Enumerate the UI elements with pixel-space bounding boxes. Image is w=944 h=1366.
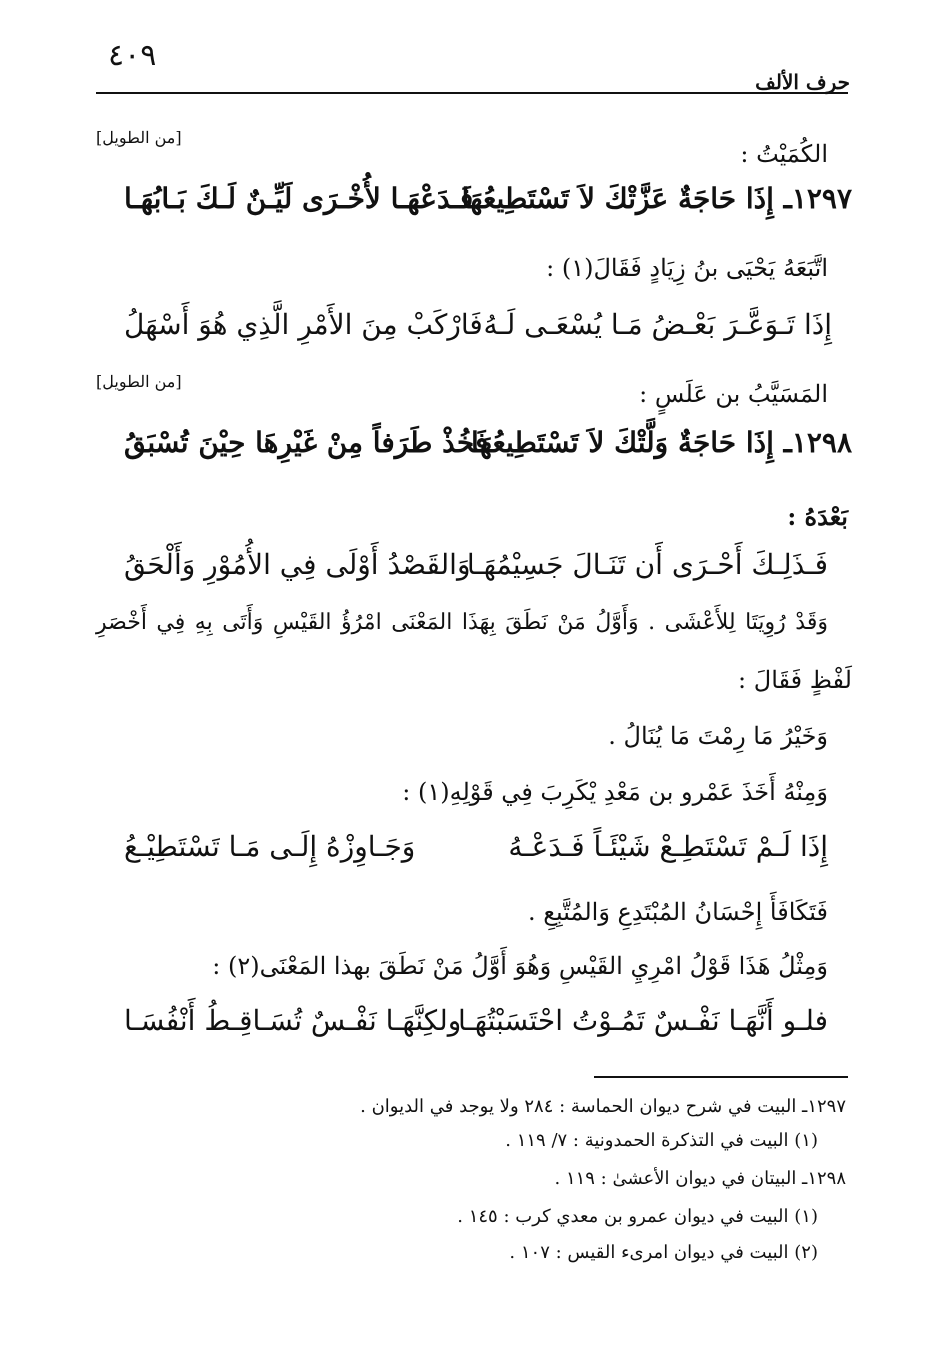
yahya-verse-first-hemistich: إِذَا تَـوَعَّـرَ بَعْـضُ مَـا يُسْعَـى لَـهُ xyxy=(483,308,832,341)
prose-line: وَخَيْرُ مَا رِمْتَ مَا يُنَالُ . xyxy=(608,722,828,750)
amr-intro: وَمِنْهُ أَخَذَ عَمْرو بن مَعْدِ يْكَرِبَ فِي قَوْلِهِ(١) : xyxy=(402,778,828,806)
baadahu-verse-first-hemistich: فَـذَلِـكَ أَحْـرَى أَن تَنَـالَ جَسِيْمُهَـا xyxy=(466,548,828,581)
verse-1298-first-hemistich: ١٢٩٨ـ إِذَا حَاجَةٌ وَلَّتْكَ لاَ تَسْتَطِيعُهَا xyxy=(471,426,852,459)
verse-1297-first-hemistich: ١٢٩٧ـ إِذَا حَاجَةٌ عَزَّتْكَ لاَ تَسْتَطِيعُهَا xyxy=(461,182,852,215)
meter-label: [من الطويل] xyxy=(96,128,182,147)
baadahu-verse-second-hemistich: وَالقَصْدُ أَوْلَى فِي الأُمُوْرِ وَأَلْحَقُ xyxy=(124,548,471,581)
footnote: (١) البيت في ديوان عمرو بن معدي كرب : ١٤٥ . xyxy=(457,1206,818,1227)
verse-1297 xyxy=(96,182,852,226)
baadahu-verse xyxy=(96,548,828,592)
imru-verse-first-hemistich: فلـو أَنَّهَـا نَفْـسٌ تَمُـوْتُ احْتَسَبْتُهَـا xyxy=(457,1004,828,1037)
verse-1297-second-hemistich: فَـدَعْهَـا لأُخْـرَى لَيِّـنٌ لَـكَ بَـابُهَـا xyxy=(124,182,474,215)
amr-verse-second-hemistich: وَجَـاوِزْهُ إِلَـى مَـا تَسْتَطِيْـعُ xyxy=(124,830,416,863)
prose-line: وَقَدْ رُوِيَتَا لِلأَعْشَى . وَأَوَّلُ مَنْ نَطَقَ بِهَذَا المَعْنَى امْرُؤُ القَيْسِ وَأَتَى بِهِ فِي أَخْصَرِ xyxy=(96,610,828,635)
footnote: (١) البيت في التذكرة الحمدونية : ٧/ ١١٩ . xyxy=(505,1130,818,1151)
meter-label: [من الطويل] xyxy=(96,372,182,391)
footnote-divider xyxy=(594,1076,848,1078)
prose-line: فَتَكَافَأَ إِحْسَانُ المُبْتَدِعِ وَالمُتَّبِعِ . xyxy=(527,898,828,926)
verse-1298 xyxy=(96,426,852,470)
footnote: ١٢٩٧ـ البيت في شرح ديوان الحماسة : ٢٨٤ ولا يوجد في الديوان . xyxy=(360,1096,846,1117)
yahya-intro: اتَّبَعَهُ يَحْيَى بنُ زِيَادٍ فَقَالَ(١) : xyxy=(546,254,828,282)
footnote: (٢) البيت في ديوان امرىء القيس : ١٠٧ . xyxy=(509,1242,818,1263)
header-divider xyxy=(96,92,848,94)
yahya-verse xyxy=(96,308,832,352)
imru-verse-second-hemistich: ولكِنَّهَـا نَفْـسٌ تُسَـاقِـطُ أَنْفُسَـا xyxy=(124,1004,462,1037)
running-head: حرف الألف xyxy=(755,70,850,94)
yahya-verse-second-hemistich: فَارْكَبْ مِنَ الأَمْرِ الَّذِي هُوَ أَسْهَلُ xyxy=(124,308,483,341)
poet-name: الكُمَيْتُ : xyxy=(740,140,828,168)
poet-name: المَسَيَّبُ بن عَلَسٍ : xyxy=(639,380,828,408)
page-number: ٤٠٩ xyxy=(108,38,157,73)
amr-verse xyxy=(96,830,828,874)
prose-line: لَفْظٍ فَقَالَ : xyxy=(738,666,852,694)
amr-verse-first-hemistich: إِذَا لَـمْ تَسْتَطِـعْ شَيْئَـاً فَـدَعْـهُ xyxy=(508,830,828,863)
verse-1298-second-hemistich: فَخُذْ طَرَفاً مِنْ غَيْرِهَا حِيْنَ تُسْبَقُ xyxy=(124,426,489,459)
footnote: ١٢٩٨ـ البيتان في ديوان الأعشىٰ : ١١٩ . xyxy=(554,1168,846,1189)
baadahu-label: بَعْدَهُ : xyxy=(787,502,848,531)
imru-intro: وَمِثْلُ هَذَا قَوْلُ امْرِيِ القَيْسِ وَهُوَ أَوَّلُ مَنْ نَطَقَ بهذا المَعْنَى(٢) : xyxy=(212,952,828,980)
imru-verse xyxy=(96,1004,828,1048)
